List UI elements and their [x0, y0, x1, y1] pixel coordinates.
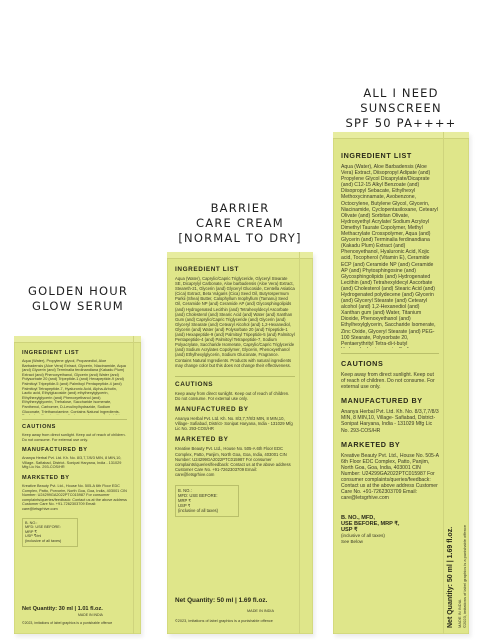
product-title-sunscreen: ALL I NEED SUNSCREEN SPF 50 PA++++ — [345, 86, 457, 130]
manufactured-heading: MANUFACTURED BY — [22, 447, 88, 454]
product-box-barrier-care — [167, 252, 313, 634]
net-quantity: Net Quantity: 30 ml | 1.01 fl.oz. — [22, 606, 103, 612]
manufactured-text: Ananya Herbal Pvt. Ltd. Kh. No. 8/3,7,7/8/3 MIN, 8 MIN,10, Village- Safiabad, District- Sonipat Haryana, India - 131029 Mfg Lic No. 293-COS/HR — [341, 409, 439, 434]
batch-line: (inclusive of all taxes) — [25, 538, 62, 543]
batch-line: USE BEFORE, MRP ₹, — [341, 520, 400, 527]
marketed-heading: MARKETED BY — [341, 439, 401, 449]
made-in-label: MADE IN INDIA — [78, 613, 103, 618]
batch-info — [341, 515, 439, 545]
product-box-sunscreen — [333, 132, 469, 634]
cautions-text: Keep away from direct sunlight. Keep out of reach of children. Do not consume. For external use only. — [341, 372, 435, 391]
batch-line: (inclusive of all taxes) — [341, 532, 385, 538]
marketed-heading: MARKETED BY — [22, 474, 70, 481]
cautions-heading: CAUTIONS — [175, 381, 214, 388]
net-quantity: Net Quantity: 50 ml | 1.69 fl.oz. — [175, 597, 268, 604]
batch-line: MFD: USE BEFORE: — [178, 493, 218, 499]
manufactured-heading: MANUFACTURED BY — [175, 406, 249, 414]
copyright-text: ©2023, imitations of label graphics is a punishable offence — [22, 621, 113, 626]
ingredient-heading: INGREDIENT LIST — [341, 151, 412, 160]
batch-info-box — [22, 518, 78, 547]
cautions-text: Keep away from direct sunlight. Keep out of reach of children. Do not consume. For external use only. — [22, 433, 126, 442]
divider — [341, 353, 439, 354]
marketed-text: Kreative Beauty Pvt. Ltd., House No. 505-A 6th Floor EDC Complex, Patto, Porvorim, North Goa, Goa, India, 403001 CIN Number: U24299GA2022PTC015987 For consumer complaints/queries/feedback: Contact us at the above address Customer Care No. +91-7262303709 Email: care@letsgrhive.com — [22, 483, 127, 511]
marketed-text: Kreative Beauty Pvt. Ltd., House No. 505-A 6th Floor EDC Complex, Patto, Panjim, North Goa, Goa, India, 403001 CIN Number: U24299GA2022PTC015987 For consumer complaints/queries/feedback: Contact us at the above address Customer Care No. +91-7262303709 Email: care@letsgrhive.com — [341, 452, 439, 502]
made-in-label: MADE IN INDIA — [457, 599, 462, 628]
ingredient-list: Aqua (Water), Aloe Barbadensis (Aloe Vera) Extract, Diisopropyl Adipate (and) Propylene Glycol Dicaprylate/Dicaprate (and) C12-15 Alkyl Benzoate (and) Diisopropyl Sebacate, Ethylhexyl Methoxycinnamate, Avobenzone, Octocrylene, Butylene Glycol, Glycerin, Niacinamide, Cyclopentasiloxane, Cetearyl Olivate (and) Sorbitan Olivate, Hydroxyethyl Acrylate/ Sodium Acryloyl Dimethyl Taurate Copolymer, Methyl Methacrylate Crosspolymer, Aqua (and) Glycerin (and) Terminalia ferdinandiana (Kakadu Plum) Extract (and) Phenoxyethanol, Hyaluronic Acid, Kojic acid, Tocopherol (Vitamin E), Ceramide ECP (and) Ceramide NP (and) Ceramide AP (and) Phytosphingosine (and) Glycosphingolipids (and) Hydrogenated Lecithin (and) Tetrahexyldecyl Ascorbate (and) Cholesterol (and) Stearic Acid (and) Hydrogenated polydecene (and) Glycerin (and) Glyceryl Stearate (and) Cetearyl alcohol (and) 1,2-Hexanediol (and) Xanthan gum (and) Water, Titanium Dioxide, Phenoxyethanol (and) Ethylhexylglycerin, Saccharide Isomerate, Zinc Oxide, Glyceryl Stearate (and) PEG-100 Stearate, Polysorbate 20, Pentaerythrityl Tetra-di-t-butyl — [341, 164, 438, 347]
batch-line: See Below — [341, 538, 363, 544]
copyright-text: ©2023, imitations of label graphics is a punishable offence — [175, 618, 273, 623]
batch-line: B. NO., MFD, — [341, 514, 375, 521]
batch-line: MRP ₹ — [25, 529, 37, 534]
net-quantity: Net Quantity: 50 ml | 1.69 fl.oz. — [447, 526, 454, 628]
cautions-text: Keep away from direct sunlight. Keep out of reach of children. Do not consume. For external use only. — [175, 391, 290, 402]
marketed-text: Kreative Beauty Pvt. Ltd., House No. 505-A 6th Floor EDC Complex, Patto, Panjim, North Goa, Goa, India, 403001 CIN Number: U24299GA2022PTC015987 For consumer complaints/queries/feedback: Contact us at the above address Customer Care No. +91-7262303709 Email: care@letsgrhive.com — [175, 446, 291, 477]
batch-line: B. NO.: — [25, 520, 38, 525]
ingredient-heading: INGREDIENT LIST — [175, 266, 240, 273]
batch-line: MRP ₹ — [178, 498, 192, 504]
divider — [175, 376, 295, 377]
product-title-barrier-care: BARRIER CARE CREAM [NORMAL TO DRY] — [178, 201, 302, 245]
product-box-golden-hour — [14, 336, 141, 634]
cautions-heading: CAUTIONS — [22, 424, 57, 430]
product-title-golden-hour: GOLDEN HOUR GLOW SERUM — [27, 284, 129, 313]
ingredient-list: Aqua (Water), Propylene glycol, Propanediol, Aloe Barbadensis (Aloe Vera) Extract, Glycerin, Niacinamide, Aqua (and) Glycerin (and) Terminalia ferdinandiana (Kakadu Plum) Extract (and) Phenoxyethanol, Glycerin (and) Water (and) Polysorbate 20 (and) Tripeptide-1 (and) Hexapeptide-9 (and) Palmitoyl Tripeptide-5 (and) Palmitoyl Pentapeptide-4 (and) Palmitoyl Tetrapeptide-7, Hyaluronic Acid, Alpha-Arbutin, Lactic acid, Ethylglucoside (and) ethylhexylglycerin, Ethylhexylglycerin (and) Phenoxyethanol (and) Ethylhexylglycerin, Trehalose, Saccharide Isomerate, Panthenol, Carbomer, D-Levulinylhydrazide, Sodium Gluconate, Triethanolamine. Contains Natural Ingredients. — [22, 359, 126, 414]
copyright-text: ©2023, imitations of label graphics is a punishable offence — [462, 524, 467, 628]
cautions-heading: CAUTIONS — [341, 359, 384, 368]
ingredient-heading: INGREDIENT LIST — [22, 350, 80, 356]
batch-line: USP ₹ — [341, 526, 358, 533]
batch-info-box — [175, 485, 239, 516]
manufactured-text: Ananya Herbal Pvt. Ltd. Kh. No. 8/3,7,7/8/3 MIN, 8 MIN,10, Village- Safiabad, District- Sonipat Haryana, India - 131029 Mfg Lic No. 293-COS/HR — [22, 456, 122, 470]
made-in-label: MADE IN INDIA — [247, 608, 275, 613]
divider — [22, 419, 127, 420]
batch-line: USP ₹ — [178, 503, 191, 509]
batch-line: B. NO.: — [178, 488, 192, 494]
manufactured-heading: MANUFACTURED BY — [341, 396, 423, 406]
batch-line: (inclusive of all taxes) — [178, 508, 219, 514]
manufactured-text: Ananya Herbal Pvt. Ltd. Kh. No. 8/3,7,7/8/3 MIN, 8 MIN,10, Village- Safiabad, District- Sonipat Haryana, India - 131029 Mfg Lic No. 293-COS/HR — [175, 416, 293, 432]
ingredient-list: Aqua (Water), Caprylic/Capric Triglyceride, Glyceryl Stearate SE, Dicaprylyl Carbonate, Aloe barbadensis (Aloe Vera) Extract, Steareth-21, Glycerin (and) Glyceryl Glucoside, Centella Asiatica (Cica) Extract, Beta Vulgaris (Cica) Seed Oil, Butyrospermum Parkii (Shea) Butter, Calophyllum Inophyllum (Tamanu) Seed Oil, Ceramide NP (and) Ceramide AP (and) Glycosphingolipids (and) Hydrogenated Lecithin (and) Tetrahexyldecyl Ascorbate (and) Cholesterol (and) Stearic Acid (and) Water (and) Xanthan Gum (and) Caprylic/Capric Triglyceride (and) Glycerin (and) Glyceryl Stearate (and) Cetearyl Alcohol (and) 1,2-Hexanediol, Glycerin (and) Water (and) Polysorbate 20 (and) Tripeptide-1 (and) Hexapeptide-9 (and) Palmitoyl Tripeptide-5 (and) Palmitoyl Pentapeptide-4 (and) Palmitoyl Tetrapeptide-7, Sodium Polyacrylate, Saccharide Isomerate, Caprylic/Capric Triglyceride (and) Sodium Acrylates Copolymer, Glycerin, Phenoxyethanol (and) Ethylhexylglycerin, Sodium Gluconate, Fragrance. Contains Natural Ingredients. Products with natural ingredients may change color but this does not change their effectiveness. — [175, 276, 295, 368]
batch-line: USP ₹/ml — [25, 534, 42, 539]
batch-line: MFD: USE BEFORE: — [25, 525, 61, 530]
marketed-heading: MARKETED BY — [175, 436, 229, 444]
